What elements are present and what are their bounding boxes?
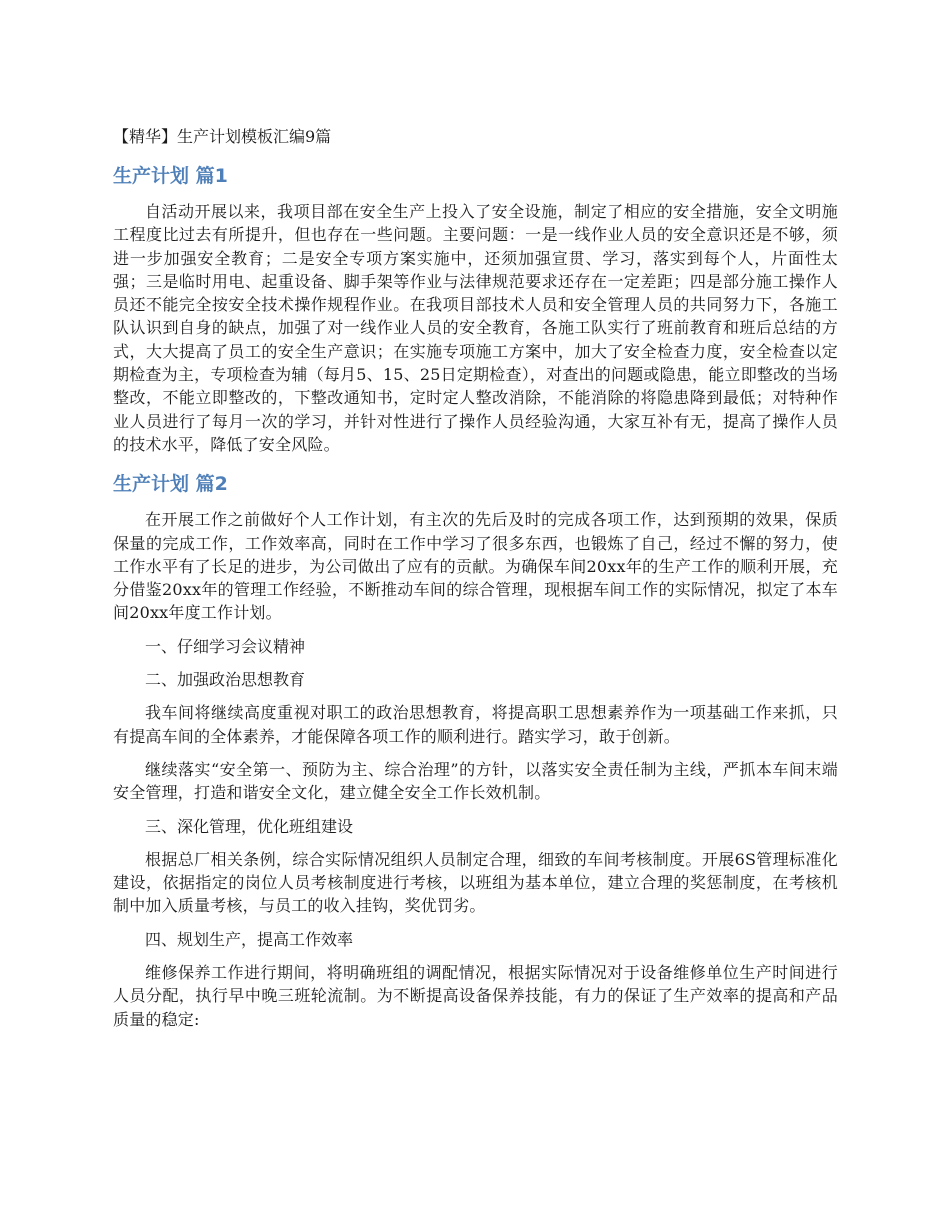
list-item-heading: 二、加强政治思想教育 [145, 670, 306, 690]
section-1 [113, 162, 838, 456]
paragraph: 继续落实“安全第一、预防为主、综合治理”的方针，以落实安全责任制为主线，严抓本车间末端安全管理，打造和谐安全文化，建立健全安全工作长效机制。 [113, 759, 838, 803]
section-heading: 生产计划 篇2 [113, 473, 228, 496]
paragraph: 在开展工作之前做好个人工作计划，有主次的先后及时的完成各项工作，达到预期的效果，保质保量的完成工作，工作效率高，同时在工作中学习了很多东西，也锻炼了自己，经过不懈的努力，使工作水平有了长足的进步，为公司做出了应有的贡献。为确保车间20xx年的生产工作的顺利开展，充分借鉴20xx年的管理工作经验，不断推动车间的综合管理，现根据车间工作的实际情况，拟定了本车间20xx年度工作计划。 [113, 510, 838, 623]
section-heading: 生产计划 篇1 [113, 165, 228, 187]
list-item-heading: 一、仔细学习会议精神 [145, 636, 306, 656]
section-2 [113, 470, 838, 1031]
paragraph: 我车间将继续高度重视对职工的政治思想教育，将提高职工思想素养作为一项基础工作来抓，只有提高车间的全体素养，才能保障各项工作的顺利进行。踏实学习，敢于创新。 [113, 703, 838, 746]
document-page [113, 124, 838, 1041]
paragraph: 根据总厂相关条例，综合实际情况组织人员制定合理，细致的车间考核制度。开展6S管理标准化建设，依据指定的岗位人员考核制度进行考核，以班组为基本单位，建立合理的奖惩制度，在考核机制中加入质量考核，与员工的收入挂钩，奖优罚劣。 [113, 849, 838, 916]
paragraph: 自活动开展以来，我项目部在安全生产上投入了安全设施，制定了相应的安全措施，安全文明施工程度比过去有所提升，但也存在一些问题。主要问题：一是一线作业人员的安全意识还是不够，须进一步加强安全教育；二是安全专项方案实施中，还须加强宣贯、学习，落实到每个人，片面性太强；三是临时用电、起重设备、脚手架等作业与法律规范要求还存在一定差距；四是部分施工操作人员还不能完全按安全技术操作规程作业。在我项目部技术人员和安全管理人员的共同努力下，各施工队认识到自身的缺点，加强了对一线作业人员的安全教育，各施工队实行了班前教育和班后总结的方式，大大提高了员工的安全生产意识；在实施专项施工方案中，加大了安全检查力度，安全检查以定期检查为主，专项检查为辅（每月5、15、25日定期检查），对查出的问题或隐患，能立即整改的当场整改，不能立即整改的，下整改通知书，定时定人整改消除，不能消除的将隐患降到最低；对特种作业人员进行了每月一次的学习，并针对性进行了操作人员经验沟通，大家互补有无，提高了操作人员的技术水平，降低了安全风险。 [113, 202, 838, 454]
document-title: 【精华】生产计划模板汇编9篇 [113, 127, 332, 146]
paragraph: 维修保养工作进行期间，将明确班组的调配情况，根据实际情况对于设备维修单位生产时间进行人员分配，执行早中晚三班轮流制。为不断提高设备保养技能，有力的保证了生产效率的提高和产品质量的稳定: [113, 963, 838, 1029]
list-item-heading: 三、深化管理，优化班组建设 [145, 816, 354, 836]
list-item-heading: 四、规划生产，提高工作效率 [145, 929, 354, 949]
